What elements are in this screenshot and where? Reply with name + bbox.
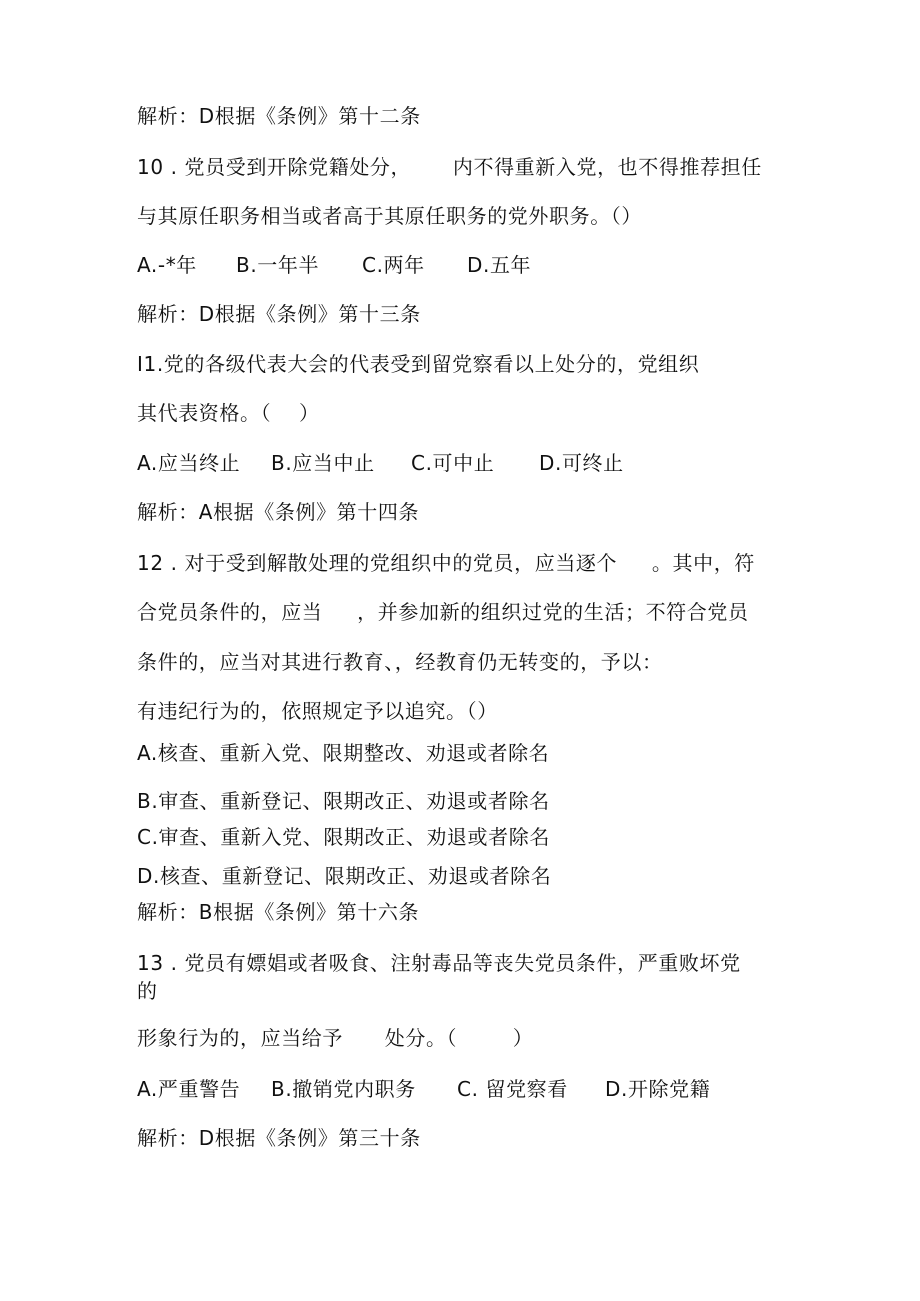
question-12-option-a: A.核查、重新入党、限期整改、劝退或者除名: [137, 741, 550, 765]
option-c: C. 留党察看: [457, 1077, 568, 1101]
answer-analysis-q9: 解析：D根据《条例》第十二条: [137, 104, 421, 128]
answer-analysis-q13: 解析：D根据《条例》第三十条: [137, 1126, 421, 1150]
option-b: B.一年半: [236, 253, 320, 277]
question-13-line-3: 形象行为的，应当给予 处分。（ ）: [137, 1026, 534, 1050]
option-a: A.应当终止: [137, 451, 241, 475]
answer-analysis-q10: 解析：D根据《条例》第十三条: [137, 302, 421, 326]
question-11-line-2: 其代表资格。（ ）: [137, 401, 320, 425]
question-12-line-4: 有违纪行为的，依照规定予以追究。（）: [137, 699, 498, 723]
option-c: C.可中止: [411, 451, 495, 475]
option-a: A.严重警告: [137, 1077, 241, 1101]
question-12-option-c: C.审查、重新入党、限期改正、劝退或者除名: [137, 825, 550, 849]
question-11-line-1: I1.党的各级代表大会的代表受到留党察看以上处分的，党组织: [137, 352, 700, 376]
question-12-line-3: 条件的，应当对其进行教育、，经教育仍无转变的，予以：: [137, 650, 663, 674]
question-12-line-2: 合党员条件的，应当 ，并参加新的组织过党的生活；不符合党员: [137, 600, 749, 624]
option-d: D.五年: [467, 253, 532, 277]
question-10-line-2: 与其原任职务相当或者高于其原任职务的党外职务。（）: [137, 204, 642, 228]
question-12-line-1: 12 . 对于受到解散处理的党组织中的党员，应当逐个 。其中，符: [137, 551, 755, 575]
option-d: D.可终止: [539, 451, 624, 475]
question-12-option-d: D.核查、重新登记、限期改正、劝退或者除名: [137, 864, 552, 888]
option-d: D.开除党籍: [605, 1077, 711, 1101]
option-b: B.应当中止: [271, 451, 375, 475]
question-13-line-1: 13 . 党员有嫖娼或者吸食、注射毒品等丧失党员条件，严重败坏党: [137, 951, 741, 975]
answer-analysis-q12: 解析：B根据《条例》第十六条: [137, 900, 420, 924]
question-12-option-b: B.审查、重新登记、限期改正、劝退或者除名: [137, 789, 550, 813]
option-a: A.-*年: [137, 253, 197, 277]
option-b: B.撤销党内职务: [271, 1077, 416, 1101]
answer-analysis-q11: 解析：A根据《条例》第十四条: [137, 500, 420, 524]
option-c: C.两年: [362, 253, 425, 277]
question-13-line-2: 的: [137, 979, 158, 1003]
question-10-line-1: 10 . 党员受到开除党籍处分， 内不得重新入党，也不得推荐担任: [137, 155, 762, 179]
